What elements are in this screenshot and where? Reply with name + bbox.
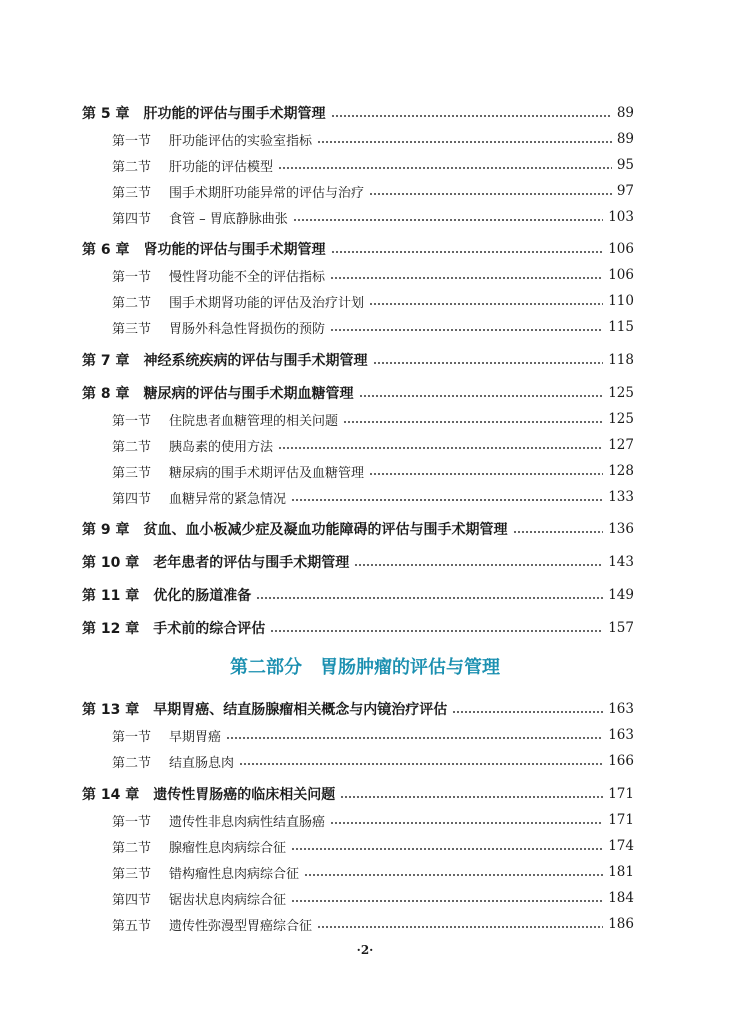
toc-section-entry bbox=[112, 887, 634, 909]
dot-leader bbox=[278, 167, 612, 169]
chapter-number: 第 5 章 bbox=[82, 106, 130, 122]
section-title: 住院患者血糖管理的相关问题 bbox=[169, 413, 339, 429]
page-ref: 136 bbox=[608, 521, 634, 537]
dot-leader bbox=[373, 362, 604, 364]
chapter-title: 肾功能的评估与围手术期管理 bbox=[143, 242, 326, 258]
dot-leader bbox=[239, 763, 603, 765]
toc-section-entry bbox=[112, 460, 634, 482]
page-ref: 163 bbox=[608, 727, 634, 743]
dot-leader bbox=[354, 564, 603, 566]
dot-leader bbox=[452, 711, 603, 713]
dot-leader bbox=[330, 822, 603, 824]
dot-leader bbox=[291, 848, 603, 850]
dot-leader bbox=[226, 737, 603, 739]
page-ref: 103 bbox=[608, 209, 634, 225]
section-title: 糖尿病的围手术期评估及血糖管理 bbox=[169, 465, 365, 481]
dot-leader bbox=[304, 874, 603, 876]
dot-leader bbox=[359, 395, 604, 397]
page-ref: 95 bbox=[616, 157, 634, 173]
chapter-number: 第 12 章 bbox=[82, 621, 140, 637]
section-number: 第一节 bbox=[112, 133, 152, 149]
page-ref: 171 bbox=[608, 786, 634, 802]
toc-chapter-entry bbox=[82, 617, 634, 639]
toc-chapter-entry bbox=[82, 518, 634, 540]
page-ref: 106 bbox=[608, 241, 634, 257]
section-number: 第二节 bbox=[112, 840, 152, 856]
chapter-number: 第 14 章 bbox=[82, 787, 140, 803]
page-ref: 149 bbox=[608, 587, 634, 603]
section-number: 第一节 bbox=[112, 814, 152, 830]
toc-section-entry bbox=[112, 724, 634, 746]
dot-leader bbox=[278, 447, 603, 449]
dot-leader bbox=[513, 531, 604, 533]
page-ref: 89 bbox=[616, 105, 634, 121]
chapter-title: 神经系统疾病的评估与围手术期管理 bbox=[143, 353, 368, 369]
page-ref: 133 bbox=[608, 489, 634, 505]
chapter-number: 第 9 章 bbox=[82, 522, 130, 538]
dot-leader bbox=[293, 219, 603, 221]
section-title: 围手术期肾功能的评估及治疗计划 bbox=[169, 295, 365, 311]
page-ref: 110 bbox=[608, 293, 634, 309]
chapter-title: 遗传性胃肠癌的临床相关问题 bbox=[153, 787, 336, 803]
toc-chapter-entry bbox=[82, 698, 634, 720]
toc-section-entry bbox=[112, 316, 634, 338]
page-ref: 143 bbox=[608, 554, 634, 570]
toc-chapter-entry bbox=[82, 238, 634, 260]
section-title: 早期胃癌 bbox=[169, 729, 222, 745]
toc-chapter-entry bbox=[82, 382, 634, 404]
dot-leader bbox=[256, 597, 603, 599]
section-number: 第四节 bbox=[112, 892, 152, 908]
dot-leader bbox=[340, 796, 603, 798]
dot-leader bbox=[343, 421, 603, 423]
section-title: 慢性肾功能不全的评估指标 bbox=[169, 269, 326, 285]
dot-leader bbox=[291, 900, 603, 902]
chapter-title: 肝功能的评估与围手术期管理 bbox=[143, 106, 326, 122]
dot-leader bbox=[369, 303, 603, 305]
section-number: 第一节 bbox=[112, 729, 152, 745]
chapter-title: 手术前的综合评估 bbox=[153, 621, 266, 637]
chapter-number: 第 7 章 bbox=[82, 353, 130, 369]
section-title: 锯齿状息肉病综合征 bbox=[169, 892, 287, 908]
section-number: 第三节 bbox=[112, 321, 152, 337]
page-ref: 125 bbox=[608, 411, 634, 427]
chapter-number: 第 6 章 bbox=[82, 242, 130, 258]
page-ref: 166 bbox=[608, 753, 634, 769]
section-title: 遗传性弥漫型胃癌综合征 bbox=[169, 918, 313, 934]
toc-chapter-entry bbox=[82, 584, 634, 606]
toc-chapter-entry bbox=[82, 783, 634, 805]
toc-section-entry bbox=[112, 154, 634, 176]
section-title: 血糖异常的紧急情况 bbox=[169, 491, 287, 507]
dot-leader bbox=[291, 499, 603, 501]
toc-chapter-entry bbox=[82, 551, 634, 573]
page-ref: 184 bbox=[608, 890, 634, 906]
dot-leader bbox=[369, 193, 612, 195]
section-number: 第三节 bbox=[112, 866, 152, 882]
section-title: 食管 – 胃底静脉曲张 bbox=[169, 211, 288, 227]
section-title: 肝功能的评估模型 bbox=[169, 159, 274, 175]
page-ref: 157 bbox=[608, 620, 634, 636]
dot-leader bbox=[317, 926, 603, 928]
chapter-number: 第 10 章 bbox=[82, 555, 140, 571]
toc-section-entry bbox=[112, 128, 634, 150]
toc-section-entry bbox=[112, 408, 634, 430]
page-ref: 115 bbox=[608, 319, 634, 335]
toc-section-entry bbox=[112, 434, 634, 456]
section-number: 第二节 bbox=[112, 159, 152, 175]
chapter-title: 糖尿病的评估与围手术期血糖管理 bbox=[143, 386, 354, 402]
dot-leader bbox=[330, 277, 603, 279]
toc-section-entry bbox=[112, 913, 634, 935]
chapter-number: 第 8 章 bbox=[82, 386, 130, 402]
chapter-title: 老年患者的评估与围手术期管理 bbox=[153, 555, 350, 571]
dot-leader bbox=[317, 141, 612, 143]
toc-section-entry bbox=[112, 264, 634, 286]
section-title: 肝功能评估的实验室指标 bbox=[169, 133, 313, 149]
chapter-title: 早期胃癌、结直肠腺瘤相关概念与内镜治疗评估 bbox=[153, 702, 448, 718]
toc-section-entry bbox=[112, 861, 634, 883]
page-ref: 163 bbox=[608, 701, 634, 717]
section-number: 第三节 bbox=[112, 465, 152, 481]
toc-chapter-entry bbox=[82, 102, 634, 124]
toc-section-entry bbox=[112, 180, 634, 202]
chapter-title: 优化的肠道准备 bbox=[153, 588, 252, 604]
section-title: 围手术期肝功能异常的评估与治疗 bbox=[169, 185, 365, 201]
section-title: 腺瘤性息肉病综合征 bbox=[169, 840, 287, 856]
dot-leader bbox=[331, 251, 604, 253]
dot-leader bbox=[330, 329, 603, 331]
page-ref: 106 bbox=[608, 267, 634, 283]
page-number: ·2· bbox=[356, 943, 374, 957]
page-ref: 174 bbox=[608, 838, 634, 854]
page-ref: 181 bbox=[608, 864, 634, 880]
section-number: 第三节 bbox=[112, 185, 152, 201]
toc-section-entry bbox=[112, 750, 634, 772]
chapter-number: 第 13 章 bbox=[82, 702, 140, 718]
section-number: 第五节 bbox=[112, 918, 152, 934]
section-number: 第一节 bbox=[112, 269, 152, 285]
dot-leader bbox=[369, 473, 603, 475]
page-ref: 89 bbox=[616, 131, 634, 147]
toc-section-entry bbox=[112, 206, 634, 228]
dot-leader bbox=[331, 115, 612, 117]
part-heading: 第二部分 胃肠肿瘤的评估与管理 bbox=[230, 657, 500, 678]
section-number: 第四节 bbox=[112, 211, 152, 227]
page-ref: 125 bbox=[608, 385, 634, 401]
section-title: 胃肠外科急性肾损伤的预防 bbox=[169, 321, 326, 337]
toc-section-entry bbox=[112, 809, 634, 831]
dot-leader bbox=[270, 630, 603, 632]
section-number: 第二节 bbox=[112, 755, 152, 771]
section-title: 结直肠息肉 bbox=[169, 755, 235, 771]
toc-section-entry bbox=[112, 835, 634, 857]
section-number: 第一节 bbox=[112, 413, 152, 429]
page-ref: 127 bbox=[608, 437, 634, 453]
chapter-title: 贫血、血小板减少症及凝血功能障碍的评估与围手术期管理 bbox=[143, 522, 508, 538]
page-ref: 97 bbox=[616, 183, 634, 199]
toc-chapter-entry bbox=[82, 349, 634, 371]
page-ref: 186 bbox=[608, 916, 634, 932]
section-title: 胰岛素的使用方法 bbox=[169, 439, 274, 455]
toc-section-entry bbox=[112, 486, 634, 508]
page-ref: 118 bbox=[608, 352, 634, 368]
section-title: 遗传性非息肉病性结直肠癌 bbox=[169, 814, 326, 830]
toc-section-entry bbox=[112, 290, 634, 312]
page-ref: 128 bbox=[608, 463, 634, 479]
section-number: 第二节 bbox=[112, 295, 152, 311]
section-number: 第二节 bbox=[112, 439, 152, 455]
section-title: 错构瘤性息肉病综合征 bbox=[169, 866, 300, 882]
chapter-number: 第 11 章 bbox=[82, 588, 140, 604]
section-number: 第四节 bbox=[112, 491, 152, 507]
page-ref: 171 bbox=[608, 812, 634, 828]
